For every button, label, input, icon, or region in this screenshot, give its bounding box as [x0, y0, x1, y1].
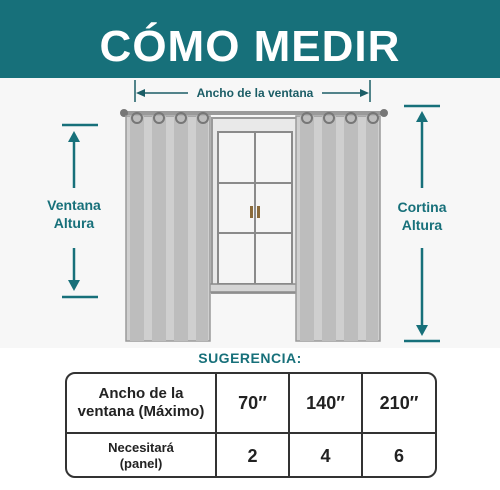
table-row: [67, 434, 435, 478]
width-value-cell: 140″: [290, 374, 363, 432]
curtain-height-label-line2: Altura: [401, 217, 443, 233]
window-height-label-line1: Ventana: [47, 197, 101, 213]
row-label-line: Necesitará: [108, 440, 174, 455]
panel-count-cell: 4: [290, 434, 363, 478]
row-label-line: (panel): [119, 456, 163, 471]
row-label-line: Ancho de la: [98, 385, 184, 402]
sizing-table: [65, 372, 437, 478]
page-title: CÓMO MEDIR: [99, 22, 401, 71]
panels-needed-header-cell: [67, 434, 217, 478]
width-value-cell: 70″: [217, 374, 290, 432]
curtain-height-label: [390, 198, 454, 234]
panel-count-cell: 2: [217, 434, 290, 478]
row-label-line: ventana (Máximo): [77, 403, 205, 420]
width-value-cell: 210″: [379, 392, 419, 413]
panel-count-cell: 6: [393, 445, 404, 466]
window-height-label: [42, 196, 106, 232]
window-height-label-line2: Altura: [53, 215, 95, 231]
window-width-label: Ancho de la ventana: [196, 86, 314, 100]
suggestion-heading: SUGERENCIA:: [198, 350, 302, 366]
window-width-header-cell: [67, 374, 217, 432]
left-curtain-panel: [126, 113, 210, 341]
window-frame: [205, 118, 305, 293]
right-curtain-panel: [296, 113, 380, 341]
curtain-height-label-line1: Cortina: [397, 199, 447, 215]
table-row: [67, 374, 435, 434]
